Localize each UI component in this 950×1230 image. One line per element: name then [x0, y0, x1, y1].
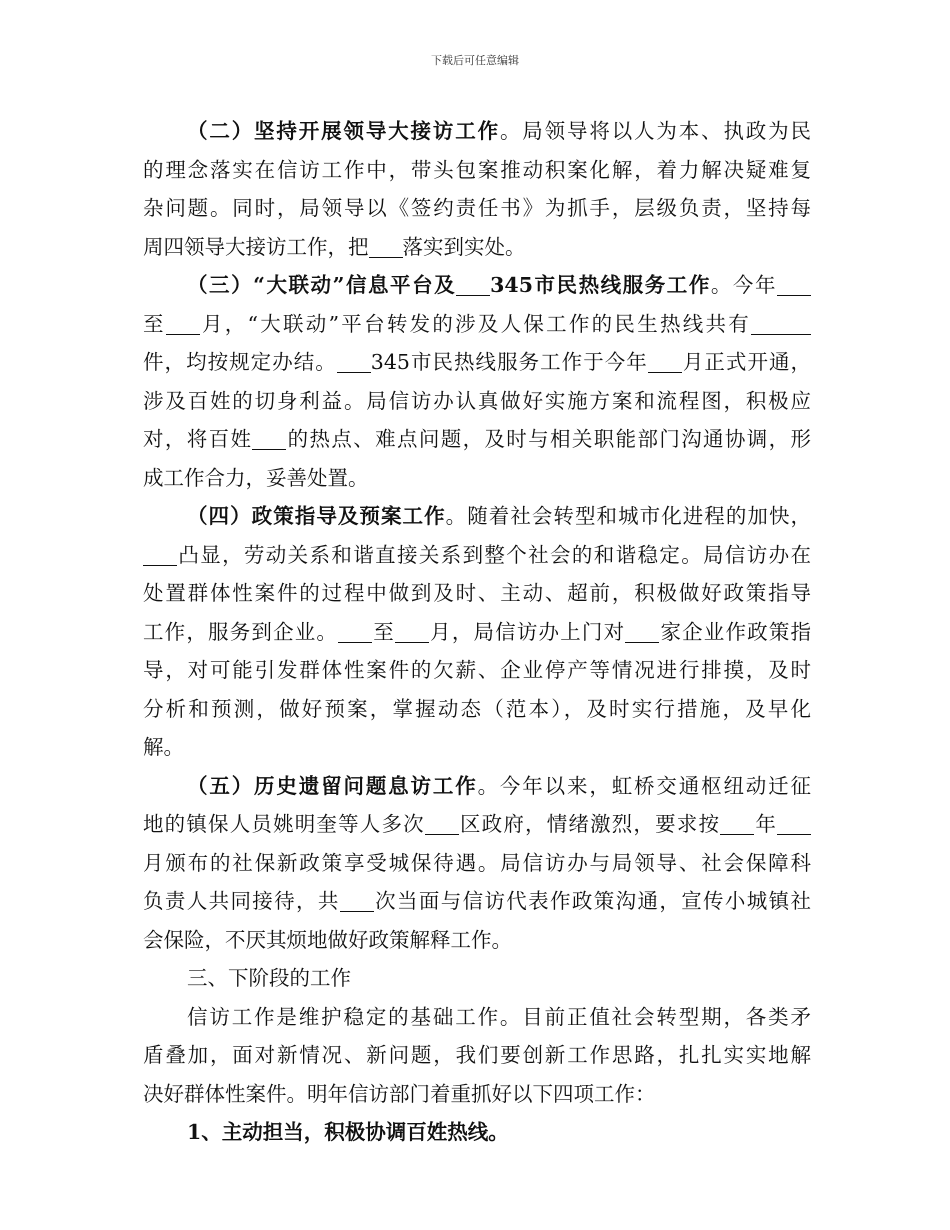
blank-underline — [395, 619, 429, 643]
paragraph-line: 处置群体性案件的过程中做到及时、主动、超前，积极做好政策指导 — [143, 581, 811, 605]
paragraph-line: 至 月，“大联动”平台转发的涉及人保工作的民生热线共有 — [143, 305, 811, 344]
paragraph-line: 地的镇保人员姚明奎等人多次 区政府，情绪激烈，要求按 年 — [143, 805, 811, 844]
paragraph-line: 信访工作是维护稳定的基础工作。目前正值社会转型期，各类矛 — [187, 1004, 811, 1029]
paragraph-line: 成工作合力，妥善处置。 — [143, 465, 369, 490]
blank-underline — [720, 812, 754, 836]
paragraph-line: 的理念落实在信访工作中，带头包案推动积案化解，着力解决疑难复 — [143, 157, 811, 182]
paragraph-line: 决好群体性案件。明年信访部门着重抓好以下四项工作： — [143, 1081, 656, 1106]
section-title: （二）坚持开展领导大接访工作 — [187, 119, 500, 143]
list-item-heading: 1、主动担当，积极协调百姓热线。 — [187, 1120, 509, 1144]
paragraph-line: 解。 — [143, 735, 184, 759]
section-title: （三）“大联动”信息平台及 345市民热线服务工作 — [187, 273, 711, 297]
section-heading: 三、下阶段的工作 — [187, 966, 351, 990]
blank-underline — [369, 234, 403, 258]
paragraph-line: （三）“大联动”信息平台及 345市民热线服务工作。今年 — [143, 266, 811, 305]
blank-underline — [751, 311, 811, 335]
paragraph-line: 凸显，劳动关系和谐直接关系到整个社会的和谐稳定。局信访办在 — [143, 536, 811, 575]
paragraph-line: 涉及百姓的切身利益。局信访办认真做好实施方案和流程图，积极应 — [143, 388, 811, 413]
paragraph-line: 周四领导大接访工作，把 落实到实处。 — [143, 234, 526, 259]
paragraph-line: 会保险，不厌其烦地做好政策解释工作。 — [143, 927, 512, 952]
blank-underline — [337, 350, 371, 374]
paragraph-line: 对，将百姓 的热点、难点问题，及时与相关职能部门沟通协调，形 — [143, 427, 811, 451]
section-title: （四）政策指导及预案工作 — [187, 504, 446, 528]
paragraph-line: 月颁布的社保新政策享受城保待遇。局信访办与局领导、社会保障科 — [143, 850, 811, 875]
paragraph-line: 分析和预测，做好预案，掌握动态（范本），及时实行措施，及早化 — [143, 696, 811, 721]
blank-underline — [456, 273, 490, 297]
page-header: 下载后可任意编辑 — [431, 54, 519, 67]
blank-underline — [252, 427, 286, 451]
paragraph-line: 导，对可能引发群体性案件的欠薪、企业停产等情况进行排摸，及时 — [143, 658, 811, 682]
paragraph-line: （二）坚持开展领导大接访工作。局领导将以人为本、执政为民 — [187, 119, 811, 143]
blank-underline — [425, 812, 459, 836]
blank-underline — [143, 542, 177, 566]
paragraph-line: 件，均按规定办结。 345市民热线服务工作于今年 月正式开通， — [143, 350, 811, 374]
paragraph-line: 工作，服务到企业。 至 月，局信访办上门对 家企业作政策指 — [143, 619, 811, 644]
blank-underline — [648, 350, 682, 374]
blank-underline — [338, 619, 372, 643]
blank-underline — [777, 273, 811, 297]
paragraph-line: 杂问题。同时，局领导以《签约责任书》为抓手，层级负责，坚持每 — [143, 196, 811, 220]
blank-underline — [625, 619, 659, 643]
paragraph-line: 盾叠加，面对新情况、新问题，我们要创新工作思路，扎扎实实地解 — [143, 1043, 811, 1067]
blank-underline — [340, 889, 374, 913]
blank-underline — [166, 311, 200, 335]
paragraph-line: 负责人共同接待，共 次当面与信访代表作政策沟通，宣传小城镇社 — [143, 889, 811, 913]
section-title: （五）历史遗留问题息访工作 — [187, 773, 478, 798]
document-body — [143, 112, 811, 1152]
blank-underline — [777, 812, 811, 836]
paragraph-line: （四）政策指导及预案工作。随着社会转型和城市化进程的加快， — [187, 504, 811, 528]
paragraph-line: （五）历史遗留问题息访工作。今年以来，虹桥交通枢纽动迁征 — [187, 773, 811, 798]
